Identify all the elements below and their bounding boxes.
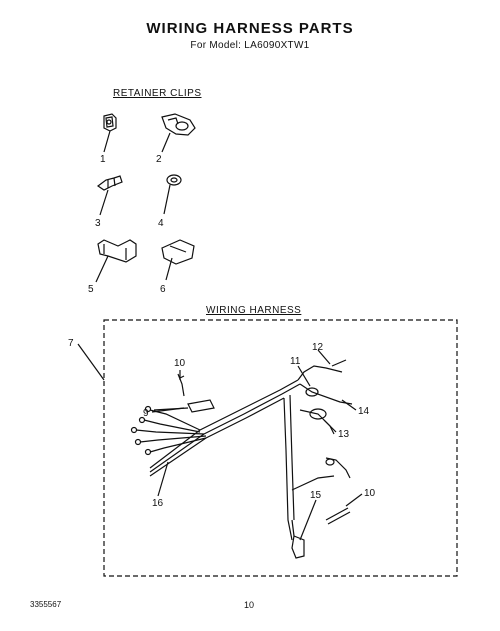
retainer-clip-3 [98,176,122,215]
callout-1: 1 [100,154,106,165]
leader-10b [346,494,362,506]
callout-15: 15 [310,490,322,501]
document-number: 3355567 [30,600,62,609]
harness-frame [104,320,457,576]
callout-14: 14 [358,406,370,417]
callout-3: 3 [95,218,101,229]
retainer-clip-1 [104,114,116,152]
retainer-clip-5 [96,240,136,282]
callout-6: 6 [160,284,166,295]
callout-13: 13 [338,429,350,440]
callout-9: 9 [143,408,149,419]
leader-13 [324,420,336,432]
callout-12: 12 [312,342,324,353]
leader-14 [342,400,356,410]
callout-5: 5 [88,284,94,295]
model-number: For Model: LA6090XTW1 [190,40,310,51]
callout-2: 2 [156,154,162,165]
retainer-clips-heading: RETAINER CLIPS [113,88,202,99]
callout-10-top: 10 [174,358,186,369]
callout-16: 16 [152,498,164,509]
page-title: WIRING HARNESS PARTS [146,20,354,37]
callout-4: 4 [158,218,164,229]
callout-10-bottom: 10 [364,488,376,499]
callout-7: 7 [68,338,74,349]
page-number: 10 [244,600,255,610]
retainer-clip-2 [162,114,195,152]
retainer-clip-4 [164,175,181,214]
leader-15 [300,500,316,540]
retainer-clip-6 [162,240,194,280]
callout-11: 11 [290,356,301,367]
leader-7 [78,344,104,380]
wiring-harness-heading: WIRING HARNESS [206,305,302,316]
wiring-harness [132,360,353,558]
